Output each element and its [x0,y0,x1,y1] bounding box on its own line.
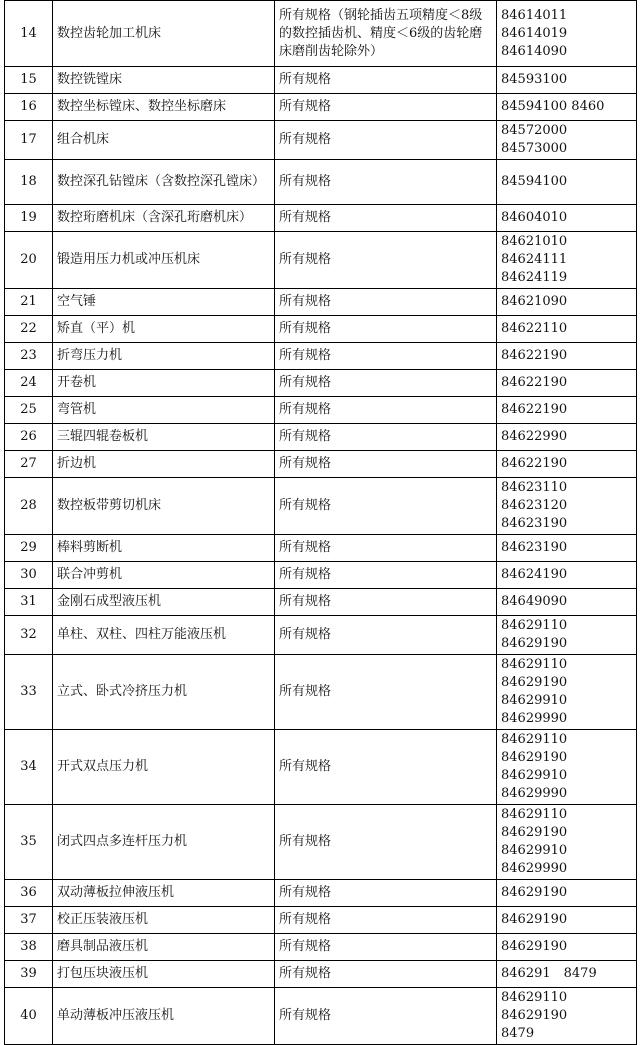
hs-code: 84629110 84629190 84629910 84629990 [497,805,637,880]
table-row [5,397,637,424]
spec-text: 所有规格 [275,370,497,397]
hs-code: 84622990 [497,424,637,451]
machine-name: 弯管机 [53,397,275,424]
hs-code: 84622190 [497,451,637,478]
row-number: 16 [5,94,53,121]
spec-text: 所有规格 [275,316,497,343]
machine-name: 数控深孔钻镗床（含数控深孔镗床） [53,160,275,205]
row-number: 39 [5,961,53,988]
hs-code: 84623110 84623120 84623190 [497,478,637,535]
machine-name: 棒料剪断机 [53,535,275,562]
row-number: 18 [5,160,53,205]
hs-code: 84614011 84614019 84614090 [497,1,637,67]
table-row [5,121,637,160]
hs-code: 84594100 [497,160,637,205]
table-row [5,655,637,730]
machine-name: 单柱、双柱、四柱万能液压机 [53,616,275,655]
table-row [5,730,637,805]
row-number: 25 [5,397,53,424]
hs-code: 84621010 84624111 84624119 [497,232,637,289]
table-row [5,562,637,589]
machine-name: 数控珩磨机床（含深孔珩磨机床） [53,205,275,232]
table-row [5,289,637,316]
table-row [5,535,637,562]
machine-name: 数控板带剪切机床 [53,478,275,535]
hs-code: 84629110 84629190 8479 [497,988,637,1045]
spec-text: 所有规格 [275,451,497,478]
row-number: 22 [5,316,53,343]
row-number: 30 [5,562,53,589]
row-number: 20 [5,232,53,289]
table-row [5,343,637,370]
spec-text: 所有规格 [275,730,497,805]
spec-text: 所有规格 [275,94,497,121]
table-row [5,316,637,343]
machine-name: 双动薄板拉伸液压机 [53,880,275,907]
machine-name: 折弯压力机 [53,343,275,370]
machine-name: 校正压装液压机 [53,907,275,934]
hs-code: 84621090 [497,289,637,316]
spec-text: 所有规格 [275,655,497,730]
row-number: 28 [5,478,53,535]
table-row [5,880,637,907]
hs-code: 84622190 [497,370,637,397]
table-row [5,805,637,880]
machine-name: 数控坐标镗床、数控坐标磨床 [53,94,275,121]
hs-code: 84629190 [497,907,637,934]
machine-name: 数控齿轮加工机床 [53,1,275,67]
row-number: 32 [5,616,53,655]
machine-name: 联合冲剪机 [53,562,275,589]
hs-code: 84629110 84629190 [497,616,637,655]
spec-text: 所有规格 [275,205,497,232]
hs-code: 84622190 [497,343,637,370]
table-row [5,67,637,94]
row-number: 14 [5,1,53,67]
table-row [5,451,637,478]
row-number: 23 [5,343,53,370]
row-number: 15 [5,67,53,94]
table-row [5,424,637,451]
spec-text: 所有规格 [275,988,497,1045]
hs-code: 84649090 [497,589,637,616]
table-row [5,370,637,397]
table-row [5,934,637,961]
hs-code: 846291 8479 [497,961,637,988]
table-row [5,478,637,535]
machine-name: 矫直（平）机 [53,316,275,343]
spec-text: 所有规格 [275,562,497,589]
machine-name: 单动薄板冲压液压机 [53,988,275,1045]
table-row [5,907,637,934]
hs-code: 84604010 [497,205,637,232]
spec-text: 所有规格 [275,805,497,880]
machine-name: 数控铣镗床 [53,67,275,94]
row-number: 17 [5,121,53,160]
row-number: 36 [5,880,53,907]
machine-name: 闭式四点多连杆压力机 [53,805,275,880]
machine-name: 三辊四辊卷板机 [53,424,275,451]
spec-text: 所有规格 [275,160,497,205]
machine-name: 开式双点压力机 [53,730,275,805]
hs-code: 84622110 [497,316,637,343]
row-number: 40 [5,988,53,1045]
machine-name: 立式、卧式冷挤压力机 [53,655,275,730]
machine-name: 锻造用压力机或冲压机床 [53,232,275,289]
table-row [5,160,637,205]
table-row [5,1,637,67]
spec-text: 所有规格 [275,478,497,535]
table-row [5,616,637,655]
machine-name: 组合机床 [53,121,275,160]
row-number: 19 [5,205,53,232]
machine-name: 空气锤 [53,289,275,316]
spec-text: 所有规格 [275,232,497,289]
spec-text: 所有规格 [275,961,497,988]
hs-code: 84622190 [497,397,637,424]
spec-text: 所有规格 [275,424,497,451]
spec-text: 所有规格 [275,289,497,316]
spec-text: 所有规格 [275,880,497,907]
spec-text: 所有规格 [275,67,497,94]
hs-code: 84629190 [497,880,637,907]
table-row [5,988,637,1045]
row-number: 37 [5,907,53,934]
spec-text: 所有规格（钢轮插齿五项精度＜8级的数控插齿机、精度＜6级的齿轮磨床磨削齿轮除外） [275,1,497,67]
machine-tool-table [4,0,637,1045]
row-number: 38 [5,934,53,961]
row-number: 27 [5,451,53,478]
table-body [5,1,637,1045]
row-number: 31 [5,589,53,616]
hs-code: 84629110 84629190 84629910 84629990 [497,730,637,805]
hs-code: 84629110 84629190 84629910 84629990 [497,655,637,730]
spec-text: 所有规格 [275,121,497,160]
spec-text: 所有规格 [275,589,497,616]
hs-code: 84593100 [497,67,637,94]
table-row [5,232,637,289]
hs-code: 84594100 8460 [497,94,637,121]
row-number: 34 [5,730,53,805]
machine-name: 金刚石成型液压机 [53,589,275,616]
row-number: 35 [5,805,53,880]
table-row [5,205,637,232]
row-number: 21 [5,289,53,316]
row-number: 26 [5,424,53,451]
table-row [5,589,637,616]
spec-text: 所有规格 [275,934,497,961]
hs-code: 84623190 [497,535,637,562]
spec-text: 所有规格 [275,907,497,934]
spec-text: 所有规格 [275,397,497,424]
machine-name: 开卷机 [53,370,275,397]
spec-text: 所有规格 [275,616,497,655]
hs-code: 84629190 [497,934,637,961]
row-number: 29 [5,535,53,562]
hs-code: 84572000 84573000 [497,121,637,160]
table-row [5,961,637,988]
machine-name: 打包压块液压机 [53,961,275,988]
spec-text: 所有规格 [275,343,497,370]
machine-name: 磨具制品液压机 [53,934,275,961]
table-row [5,94,637,121]
row-number: 24 [5,370,53,397]
spec-text: 所有规格 [275,535,497,562]
hs-code: 84624190 [497,562,637,589]
row-number: 33 [5,655,53,730]
machine-name: 折边机 [53,451,275,478]
